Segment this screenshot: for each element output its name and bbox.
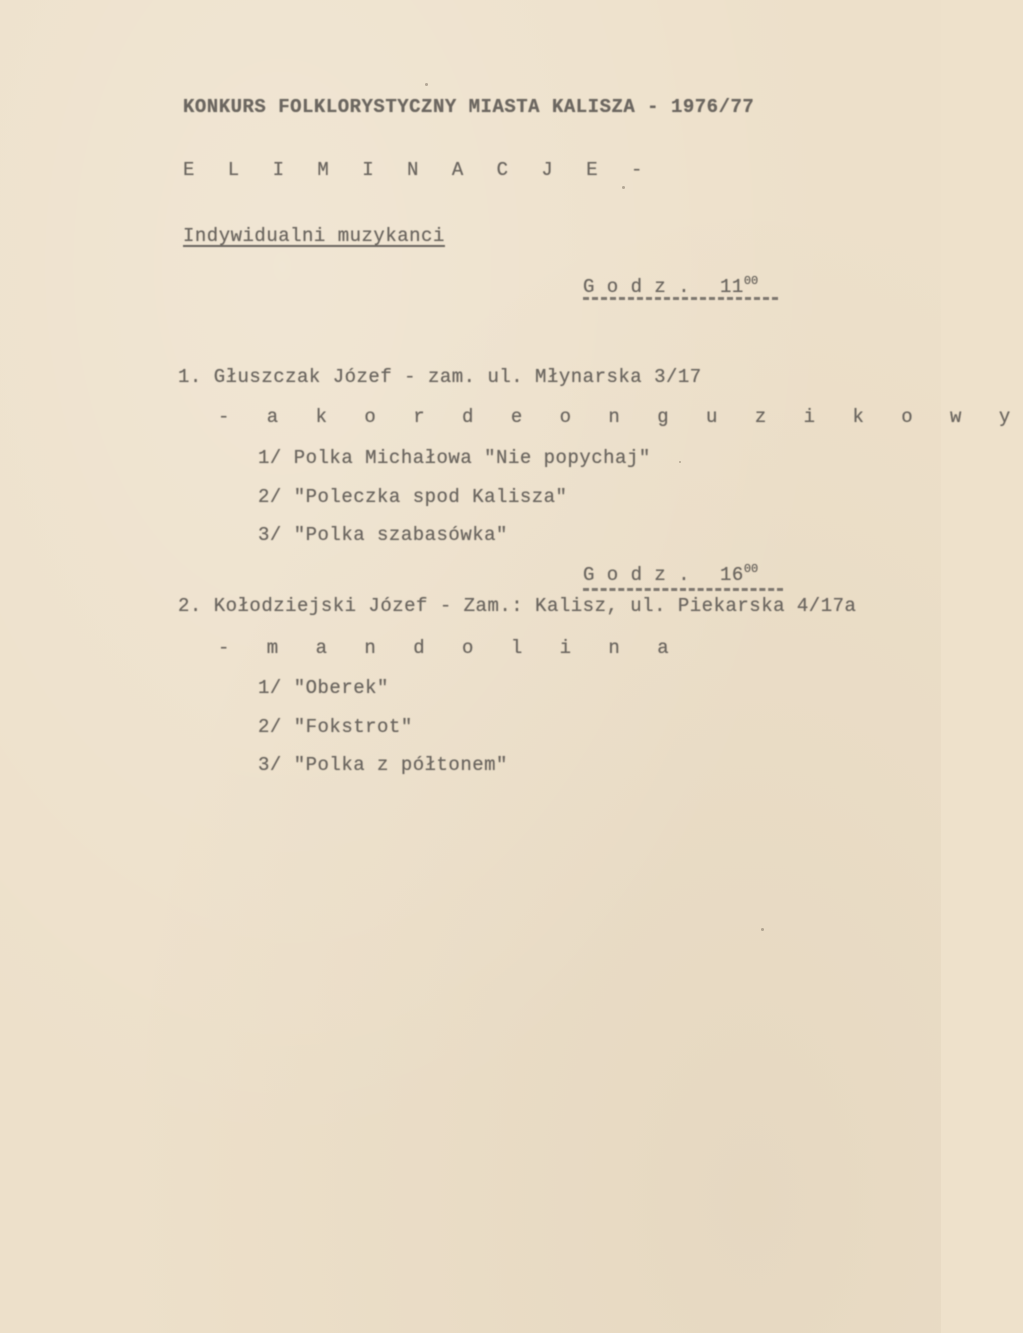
entry-2-piece: 3/ "Polka z półtonem" (258, 754, 508, 776)
time-label: G o d z . (583, 276, 691, 298)
time-block-2 (583, 558, 758, 586)
entry-1-instrument: - a k o r d e o n g u z i k o w y (218, 406, 1023, 428)
time-underline-2 (583, 588, 783, 591)
stage-heading: E L I M I N A C J E - (183, 159, 654, 181)
time-block-1 (583, 270, 758, 298)
paper-speck (679, 461, 681, 463)
category-heading: Indywidualni muzykanci (183, 225, 445, 247)
paper-speck (761, 928, 764, 931)
entry-1-heading: 1. Głuszczak Józef - zam. ul. Młynarska 3/17 (178, 366, 702, 388)
entry-2-piece: 2/ "Fokstrot" (258, 716, 413, 738)
entry-2-piece: 1/ "Oberek" (258, 677, 389, 699)
entry-2-heading: 2. Kołodziejski Józef - Zam.: Kalisz, ul. Piekarska 4/17a (178, 595, 857, 617)
entry-2-instrument: - m a n d o l i n a (218, 637, 682, 659)
paper-speck (622, 186, 625, 189)
time-underline-1 (583, 297, 778, 300)
time-minutes: 00 (743, 562, 759, 576)
paper-speck (425, 83, 428, 86)
entry-1-piece: 2/ "Poleczka spod Kalisza" (258, 486, 568, 508)
entry-1-piece: 3/ "Polka szabasówka" (258, 524, 508, 546)
time-label: G o d z . (583, 564, 691, 586)
time-hour: 16 (720, 564, 744, 586)
time-minutes: 00 (743, 274, 759, 288)
time-hour: 11 (720, 276, 744, 298)
document-title: KONKURS FOLKLORYSTYCZNY MIASTA KALISZA - 1976/77 (183, 96, 755, 118)
entry-1-piece: 1/ Polka Michałowa "Nie popychaj" (258, 447, 651, 469)
